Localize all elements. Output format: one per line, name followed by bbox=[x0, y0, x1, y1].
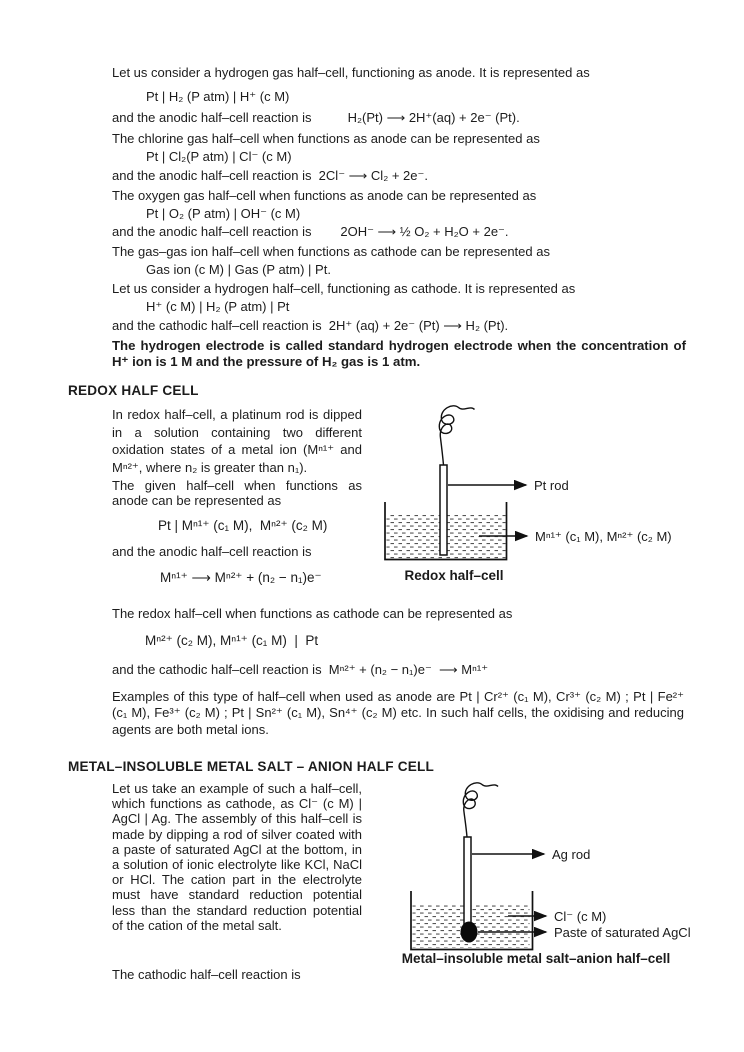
chlorine-cell-formula: Pt | Cl₂(P atm) | Cl⁻ (c M) bbox=[146, 149, 292, 164]
pt-rod-label: Pt rod bbox=[534, 478, 569, 493]
redox-cathode-line: The redox half–cell when functions as cathode can be represented as bbox=[112, 606, 513, 621]
ag-rod-label: Ag rod bbox=[552, 847, 591, 862]
hydrogen-cathode-cell-formula: H⁺ (c M) | H₂ (P atm) | Pt bbox=[146, 299, 290, 314]
pt-rod bbox=[440, 465, 447, 555]
redox-cathodic-reaction-line: and the cathodic half–cell reaction is Mⁿ²⁺ + (n₂ − n₁)e⁻ ⟶ Mⁿ¹⁺ bbox=[112, 662, 489, 677]
gas-ion-cell-formula: Gas ion (c M) | Gas (P atm) | Pt. bbox=[146, 262, 331, 277]
intro-line-1: Let us consider a hydrogen gas half–cell, functioning as anode. It is represented as bbox=[112, 65, 590, 80]
redox-anode-representation: Pt | Mⁿ¹⁺ (c₁ M), Mⁿ²⁺ (c₂ M) bbox=[158, 518, 328, 533]
redox-diagram-caption: Redox half–cell bbox=[404, 568, 504, 583]
intro-line-gas-gas-ion: The gas–gas ion half–cell when functions as cathode can be represented as bbox=[112, 244, 550, 259]
metal-salt-closing-line: The cathodic half–cell reaction is bbox=[112, 967, 301, 982]
oxygen-cell-formula: Pt | O₂ (P atm) | OH⁻ (c M) bbox=[146, 206, 301, 221]
metal-salt-diagram-caption: Metal–insoluble metal salt–anion half–cell bbox=[401, 951, 671, 966]
anodic-reaction-oxygen: and the anodic half–cell reaction is 2OH⁻ ⟶ ½ O₂ + H₂O + 2e⁻. bbox=[112, 224, 509, 239]
intro-line-oxygen: The oxygen gas half–cell when functions as anode can be represented as bbox=[112, 188, 537, 203]
hydrogen-anode-cell-formula: Pt | H₂ (P atm) | H⁺ (c M) bbox=[146, 89, 290, 104]
metal-salt-half-cell-diagram bbox=[388, 778, 724, 976]
agcl-paste-blob bbox=[461, 922, 478, 943]
chloride-label: Cl⁻ (c M) bbox=[554, 909, 607, 924]
redox-half-cell-diagram bbox=[378, 398, 690, 590]
intro-line-chlorine: The chlorine gas half–cell when functions as anode can be represented as bbox=[112, 131, 540, 146]
anodic-reaction-hydrogen: and the anodic half–cell reaction is H₂(Pt) ⟶ 2H⁺(aq) + 2e⁻ (Pt). bbox=[112, 110, 520, 125]
redox-paragraph-anode: The given half–cell when functions as anode can be represented as bbox=[112, 478, 362, 509]
paste-label: Paste of saturated AgCl bbox=[554, 925, 691, 940]
section-heading-metal-salt: METAL–INSOLUBLE METAL SALT – ANION HALF CELL bbox=[68, 759, 434, 774]
redox-examples-paragraph: Examples of this type of half–cell when used as anode are Pt | Cr²⁺ (c₁ M), Cr³⁺ (c₂ M) ; Pt | Fe²⁺ (c₁ M), Fe³⁺ (c₂ M) ; Pt | Sn²⁺ (c₁ M), Sn⁴⁺ (c₂ M) etc. In such half cells, the oxidising and reducing agents are both metal ions. bbox=[112, 689, 684, 737]
intro-line-hydrogen-cathode: Let us consider a hydrogen half–cell, functioning as cathode. It is represented as bbox=[112, 281, 576, 296]
redox-anodic-reaction-formula: Mⁿ¹⁺ ⟶ Mⁿ²⁺ + (n₂ − n₁)e⁻ bbox=[160, 570, 322, 585]
redox-anodic-reaction-label: and the anodic half–cell reaction is bbox=[112, 544, 312, 559]
wire-coil bbox=[439, 406, 474, 465]
redox-paragraph-intro: In redox half–cell, a platinum rod is dipped in a solution containing two different oxidation states of a metal ion (Mⁿ¹⁺ and Mⁿ²⁺, where n₂ is greater than n₁). bbox=[112, 407, 362, 475]
standard-hydrogen-electrode-note: The hydrogen electrode is called standard hydrogen electrode when the concentration of H⁺ ion is 1 M and the pressure of H₂ gas is 1 atm. bbox=[112, 338, 686, 369]
anodic-reaction-chlorine: and the anodic half–cell reaction is 2Cl⁻ ⟶ Cl₂ + 2e⁻. bbox=[112, 168, 428, 183]
metal-salt-paragraph: Let us take an example of such a half–cell, which functions as cathode, as Cl⁻ (c M) | AgCl | Ag. The assembly of this half–cell is made by dipping a rod of silver coated with a paste of saturated AgCl at the bottom, in a solution of ionic electrolyte like KCl, NaCl or HCl. The cation part in the electrolyte must have standard reduction potential less than the standard reduction potential of the cation of the metal salt. bbox=[112, 781, 362, 933]
ag-rod bbox=[464, 837, 471, 924]
redox-cathode-representation: Mⁿ²⁺ (c₂ M), Mⁿ¹⁺ (c₁ M) | Pt bbox=[145, 633, 319, 648]
wire-coil bbox=[463, 783, 498, 837]
cathodic-reaction-hydrogen: and the cathodic half–cell reaction is 2H⁺ (aq) + 2e⁻ (Pt) ⟶ H₂ (Pt). bbox=[112, 318, 509, 333]
section-heading-redox: REDOX HALF CELL bbox=[68, 383, 199, 398]
solution-label: Mⁿ¹⁺ (c₁ M), Mⁿ²⁺ (c₂ M) bbox=[535, 529, 672, 544]
